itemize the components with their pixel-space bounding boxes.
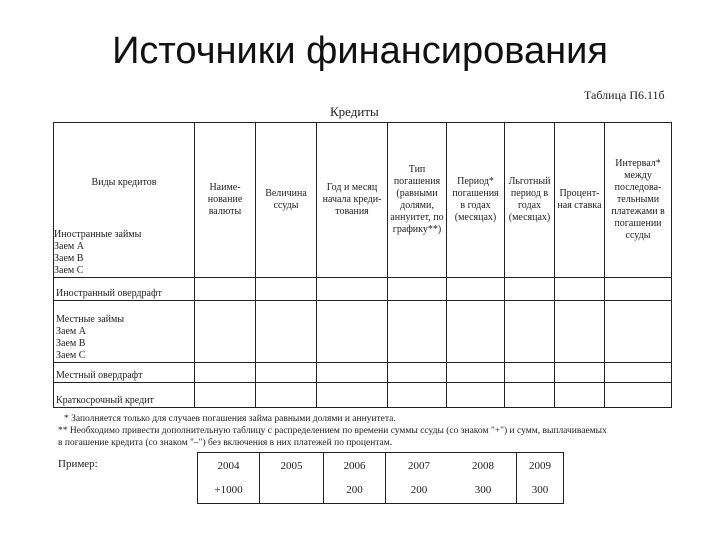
header-cell: Льготный период в годах (месяцах): [505, 123, 555, 278]
header-cell: Тип погашения (равными долями, аннуитет, по графику**): [388, 123, 447, 278]
example-cell: 2007 200 2008 300: [386, 453, 517, 504]
example-table: [197, 452, 564, 504]
header-cell: Год и месяц начала креди-тования: [317, 123, 388, 278]
footnote-2: ** Необходимо привести дополнительную таблицу с распределением по времени суммы ссуды (со знаком "+") и сумм, выплачиваемых: [58, 426, 607, 436]
footnote-1: * Заполняется только для случаев погашения займа равными долями и аннуитета.: [64, 414, 396, 424]
example-cell: 2004 +1000: [214, 460, 243, 496]
header-cell: Процент-ная ставка: [555, 123, 605, 278]
table-number: Таблица П6.11б: [584, 88, 665, 102]
header-cell: Период* погашения в годах (месяцах): [447, 123, 505, 278]
credits-table: [53, 122, 672, 408]
example-label: Пример:: [58, 458, 98, 470]
row-label: Иностранный овердрафт: [54, 278, 195, 301]
row-label: Местные займы Заем А Заем В Заем С: [54, 301, 195, 363]
row-label: Краткосрочный кредит: [54, 383, 195, 408]
example-cell: 2009 300: [517, 453, 564, 504]
slide-title: Источники финансирования: [112, 30, 608, 72]
example-cell: 2005: [260, 453, 324, 504]
header-cell: Величина ссуды: [256, 123, 317, 278]
table-caption: Кредиты: [330, 104, 379, 119]
example-cell: 2006 200: [324, 453, 386, 504]
header-cell: Виды кредитов Иностранные займы Заем А Заем В Заем С: [54, 123, 195, 278]
header-cell: Интервал* между последова-тельными платежами в погашении ссуды: [605, 123, 672, 278]
footnote-3: в погашение кредита (со знаком "–") без включения в них платежей по процентам.: [58, 438, 393, 448]
header-cell: Наиме-нование валюты: [195, 123, 256, 278]
row-label: Местный овердрафт: [54, 363, 195, 383]
